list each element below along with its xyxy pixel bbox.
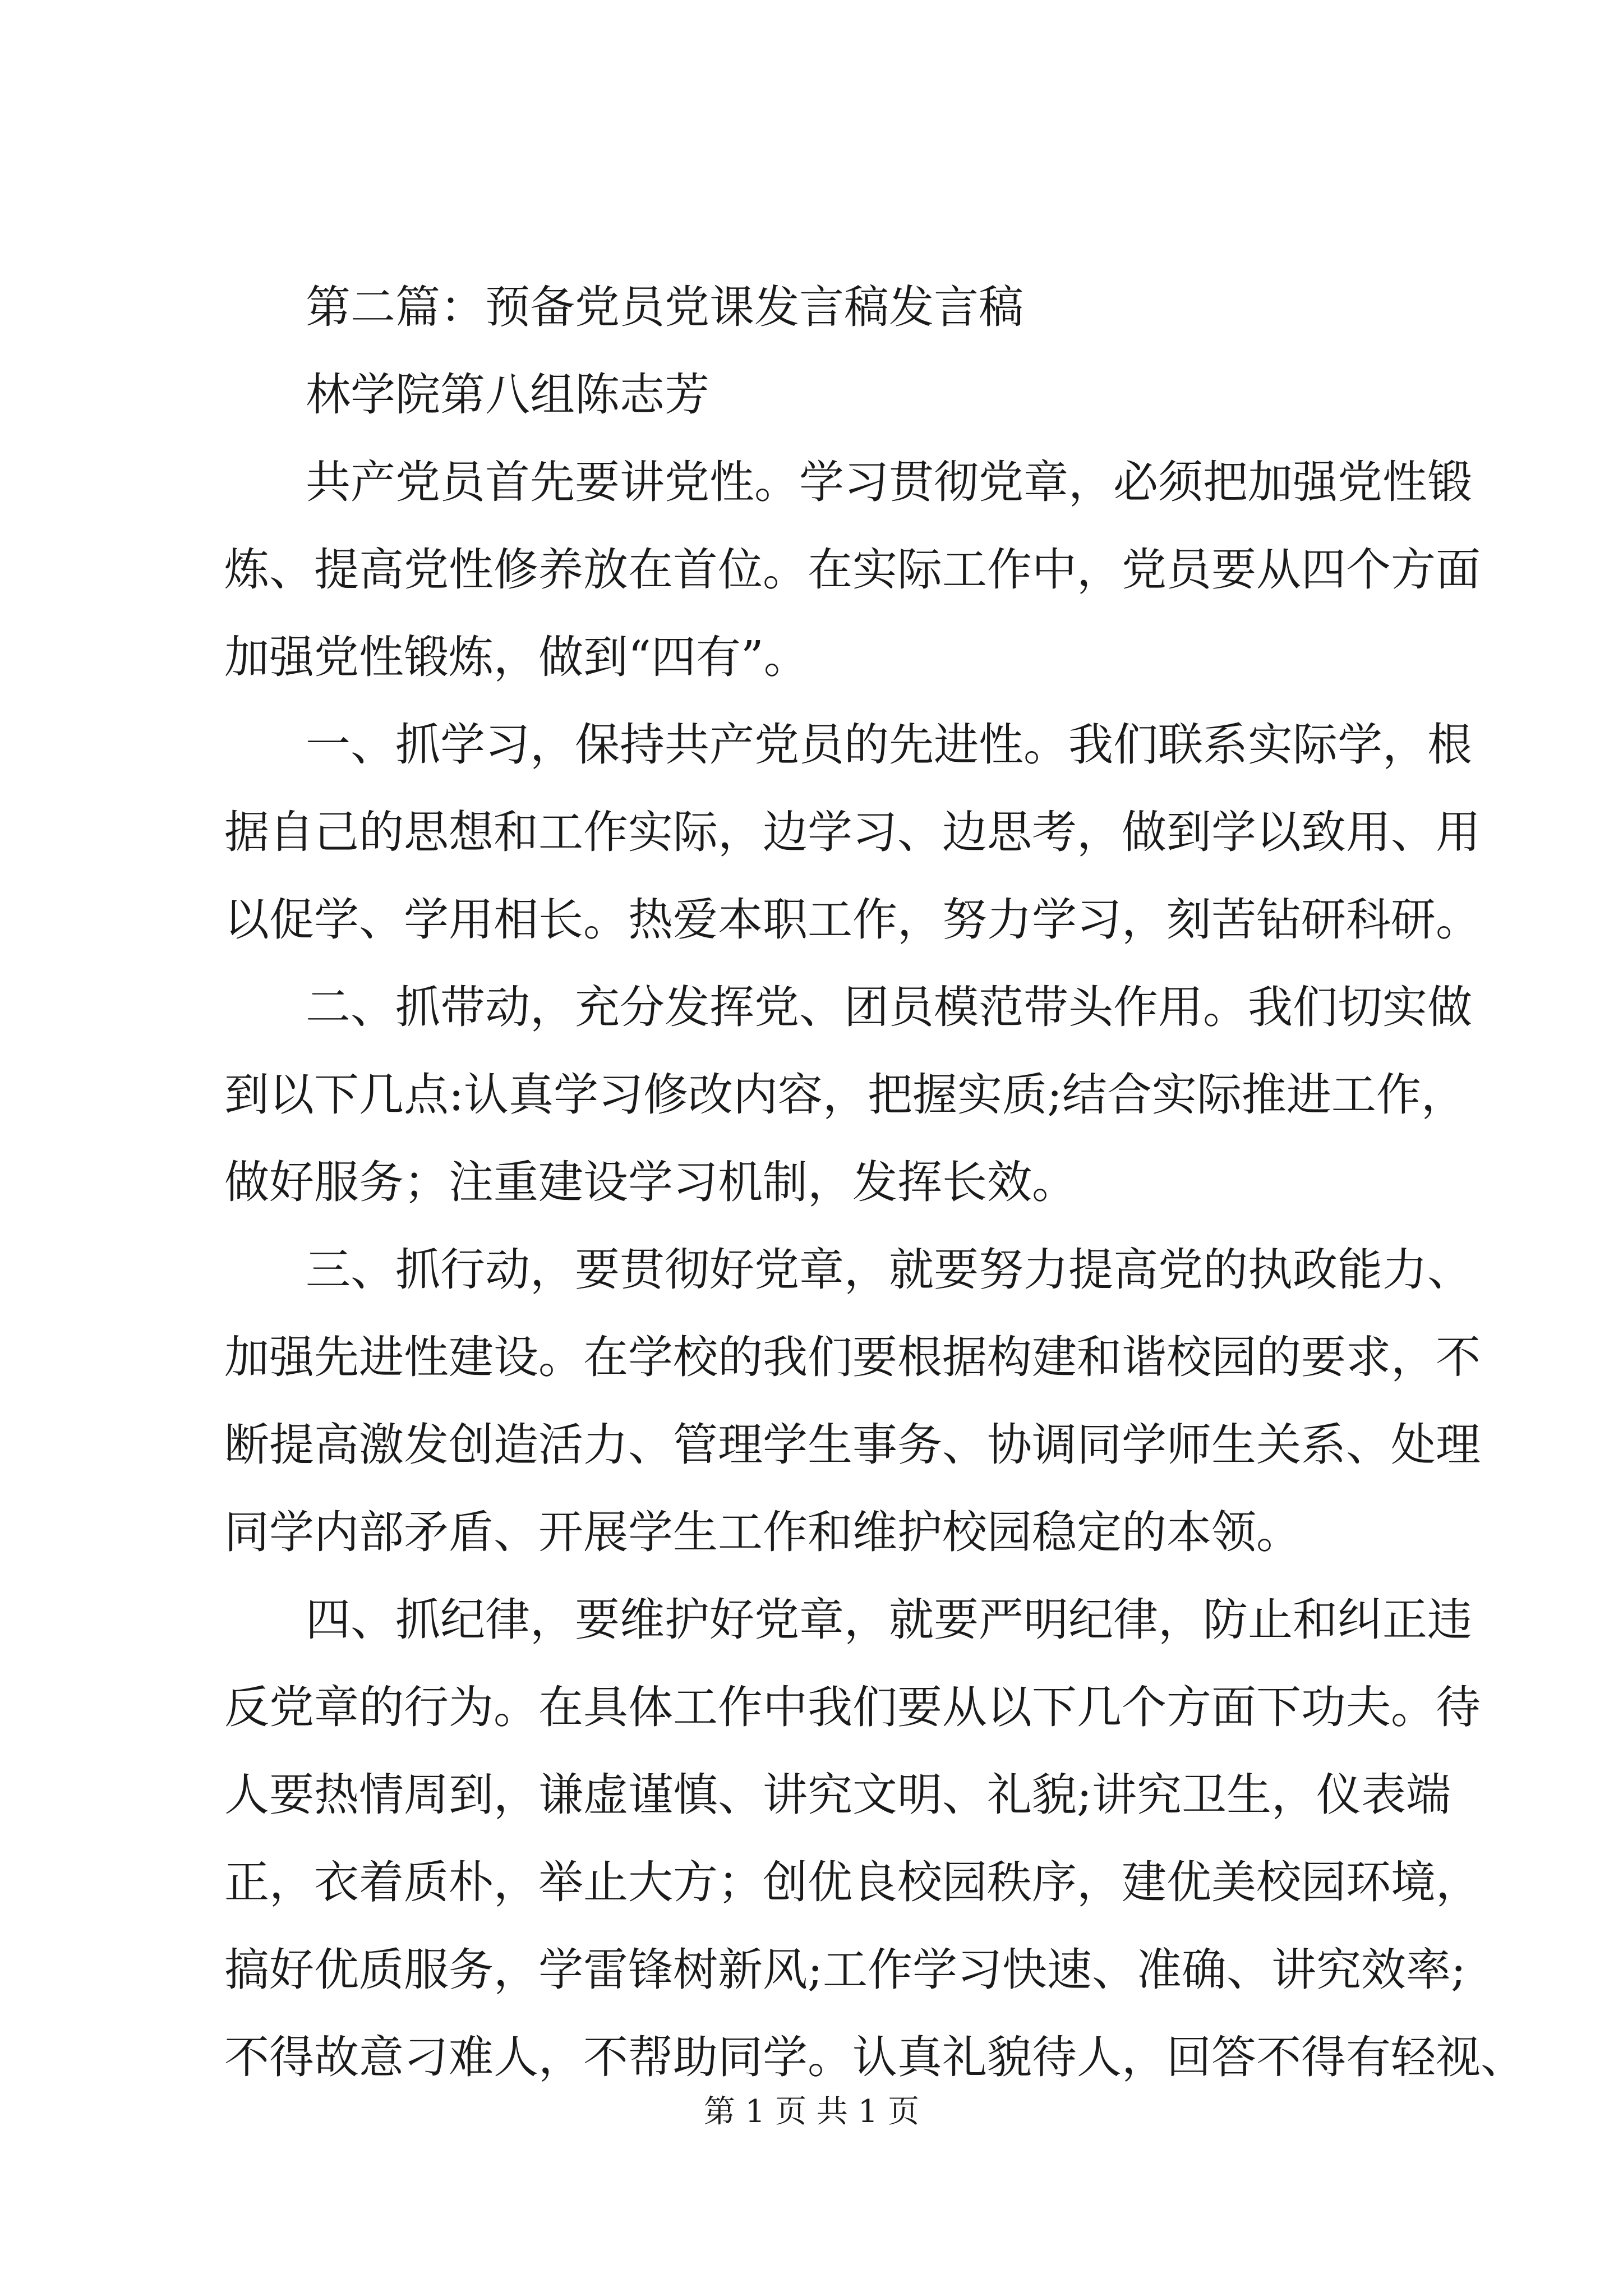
- body-line: 据自己的思想和工作实际，边学习、边思考，做到学以致用、用: [224, 806, 1481, 858]
- body-line: 到以下几点:认真学习修改内容，把握实质;结合实际推进工作，: [224, 1069, 1466, 1121]
- body-line: 一、抓学习，保持共产党员的先进性。我们联系实际学，根: [306, 719, 1472, 771]
- body-line: 不得故意刁难人，不帮助同学。认真礼貌待人，回答不得有轻视、: [224, 2031, 1525, 2083]
- body-line: 共产党员首先要讲党性。学习贯彻党章，必须把加强党性锻: [306, 456, 1472, 508]
- body-line: 正，衣着质朴，举止大方；创优良校园秩序，建优美校园环境，: [224, 1856, 1481, 1908]
- body-line: 断提高激发创造活力、管理学生事务、协调同学师生关系、处理: [224, 1419, 1481, 1471]
- body-line: 做好服务；注重建设学习机制，发挥长效。: [224, 1156, 1077, 1208]
- body-line: 人要热情周到，谦虚谨慎、讲究文明、礼貌;讲究卫生，仪表端: [224, 1769, 1451, 1821]
- body-line: 加强党性锻炼，做到“四有”。: [224, 631, 809, 683]
- body-line: 以促学、学用相长。热爱本职工作，努力学习，刻苦钻研科研。: [224, 894, 1481, 946]
- body-line: 四、抓纪律，要维护好党章，就要严明纪律，防止和纠正违: [306, 1594, 1472, 1646]
- body-line: 搞好优质服务，学雷锋树新风;工作学习快速、准确、讲究效率;: [224, 1944, 1466, 1996]
- body-line: 二、抓带动，充分发挥党、团员模范带头作用。我们切实做: [306, 981, 1472, 1033]
- body-line: 加强先进性建设。在学校的我们要根据构建和谐校园的要求，不: [224, 1331, 1481, 1383]
- body-text: [224, 439, 1525, 2101]
- body-line: 同学内部矛盾、开展学生工作和维护校园稳定的本领。: [224, 1506, 1301, 1558]
- page-footer: 第 1 页 共 1 页: [703, 2093, 920, 2130]
- body-line: 炼、提高党性修养放在首位。在实际工作中，党员要从四个方面: [224, 544, 1481, 596]
- body-line: 反党章的行为。在具体工作中我们要从以下几个方面下功夫。待: [224, 1681, 1481, 1733]
- document-author: 林学院第八组陈志芳: [306, 369, 709, 421]
- document-body: [224, 264, 1525, 2101]
- body-line: 三、抓行动，要贯彻好党章，就要努力提高党的执政能力、: [306, 1244, 1472, 1296]
- document-title: 第二篇：预备党员党课发言稿发言稿: [306, 281, 1023, 333]
